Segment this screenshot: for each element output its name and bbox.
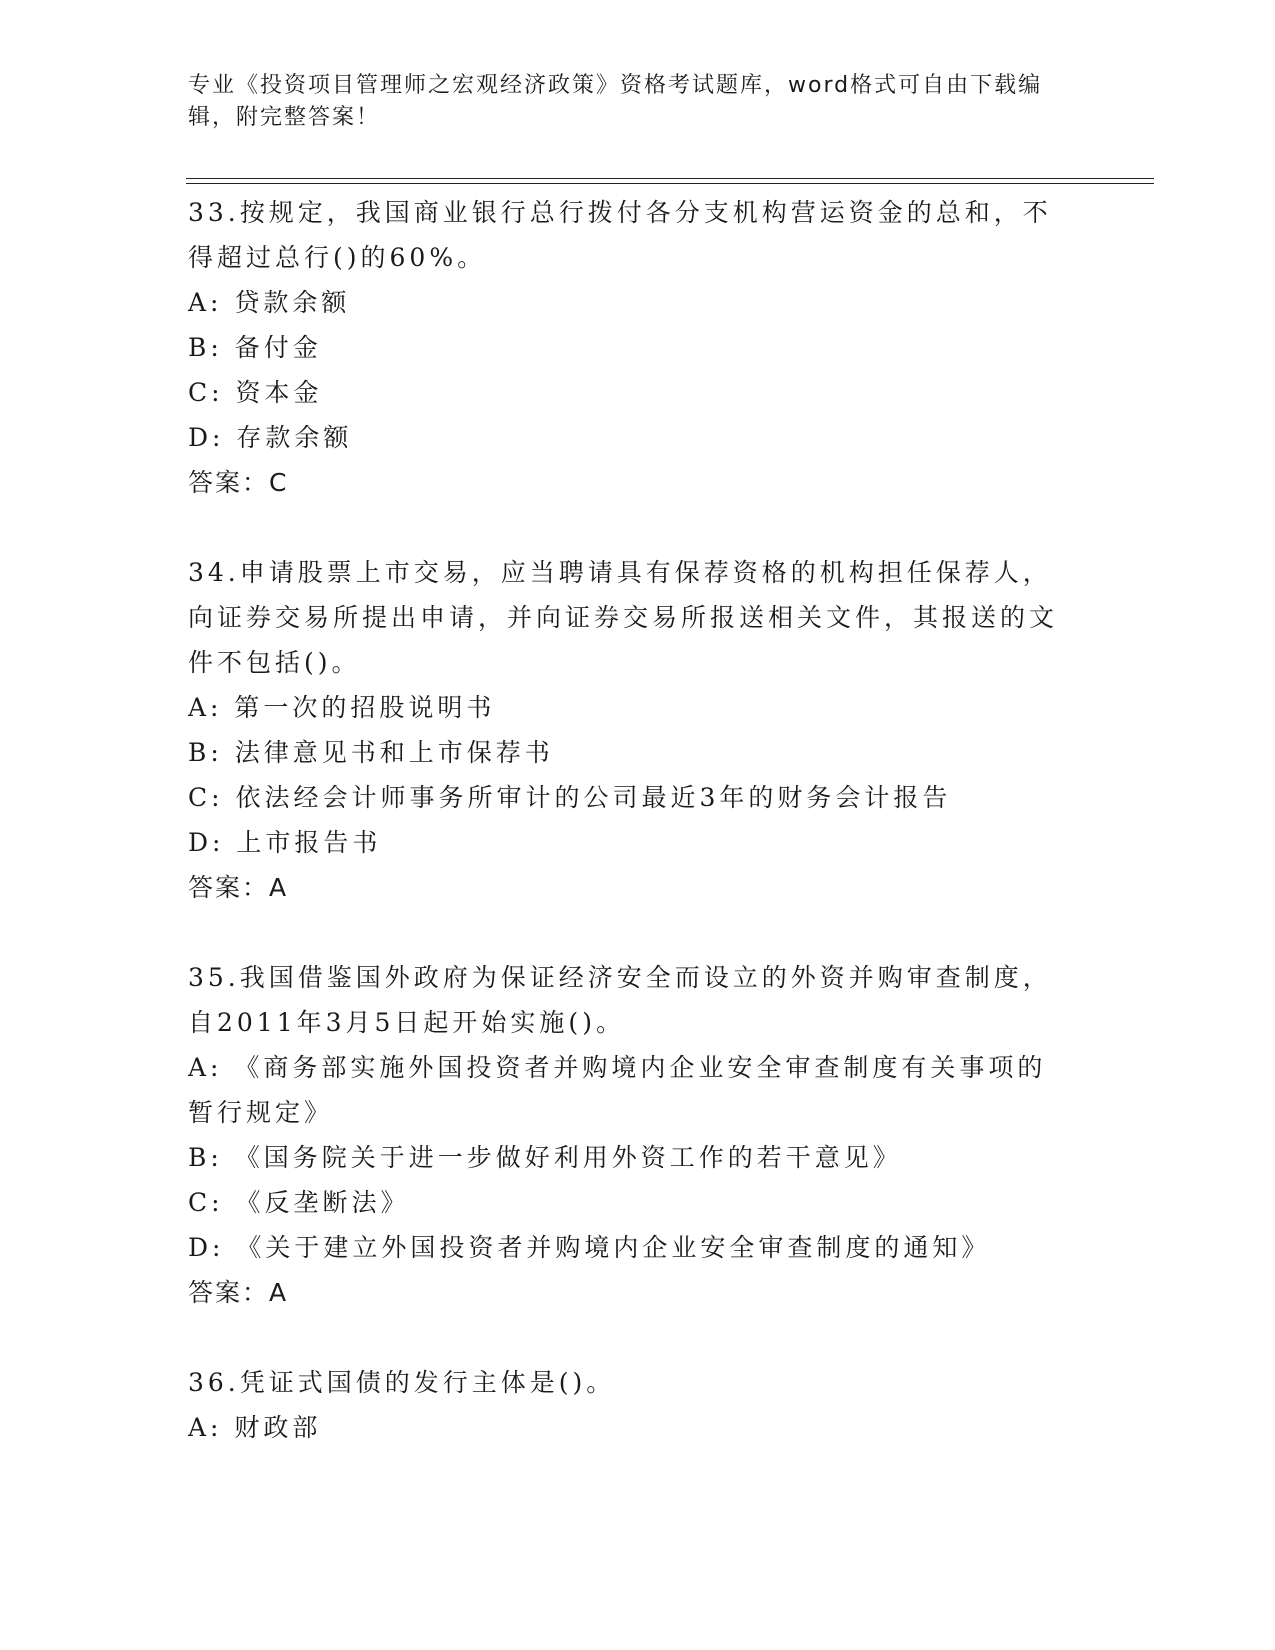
option-a: A: 贷款余额 (188, 288, 351, 317)
question-34 (188, 550, 1068, 910)
answer-text: 答案：A (188, 873, 289, 902)
question-35 (188, 955, 1068, 1315)
option-a: A: 第一次的招股说明书 (188, 693, 496, 722)
question-spacer (188, 505, 1068, 550)
option-d: D: 上市报告书 (188, 828, 382, 857)
question-stem: 35.我国借鉴国外政府为保证经济安全而设立的外资并购审查制度，自2011年3月5日起开始实施()。 (188, 963, 1052, 1037)
option-d: D: 存款余额 (188, 423, 353, 452)
question-list (188, 190, 1068, 1450)
document-intro: 专业《投资项目管理师之宏观经济政策》资格考试题库，word格式可自由下载编辑，附完整答案！ (188, 73, 1043, 130)
header-divider-top (186, 178, 1154, 179)
option-c: C: 资本金 (188, 378, 323, 407)
option-c: C: 依法经会计师事务所审计的公司最近3年的财务会计报告 (188, 783, 952, 812)
option-a: A: 《商务部实施外国投资者并购境内企业安全审查制度有关事项的暂行规定》 (188, 1053, 1047, 1127)
question-spacer (188, 910, 1068, 955)
option-c: C: 《反垄断法》 (188, 1188, 410, 1217)
option-b: B: 法律意见书和上市保荐书 (188, 738, 554, 767)
question-36 (188, 1360, 1068, 1450)
header-divider-bottom (186, 183, 1154, 184)
question-stem: 36.凭证式国债的发行主体是()。 (188, 1368, 616, 1397)
question-spacer (188, 1315, 1068, 1360)
answer-text: 答案：A (188, 1278, 289, 1307)
option-d: D: 《关于建立外国投资者并购境内企业安全审查制度的通知》 (188, 1233, 991, 1262)
answer-text: 答案：C (188, 468, 289, 497)
question-stem: 34.申请股票上市交易，应当聘请具有保荐资格的机构担任保荐人，向证券交易所提出申请，并向证券交易所报送相关文件，其报送的文件不包括()。 (188, 558, 1059, 677)
question-33 (188, 190, 1068, 505)
question-stem: 33.按规定，我国商业银行总行拨付各分支机构营运资金的总和，不得超过总行()的60%。 (188, 198, 1052, 272)
option-b: B: 《国务院关于进一步做好利用外资工作的若干意见》 (188, 1143, 902, 1172)
option-a: A: 财政部 (188, 1413, 322, 1442)
option-b: B: 备付金 (188, 333, 322, 362)
